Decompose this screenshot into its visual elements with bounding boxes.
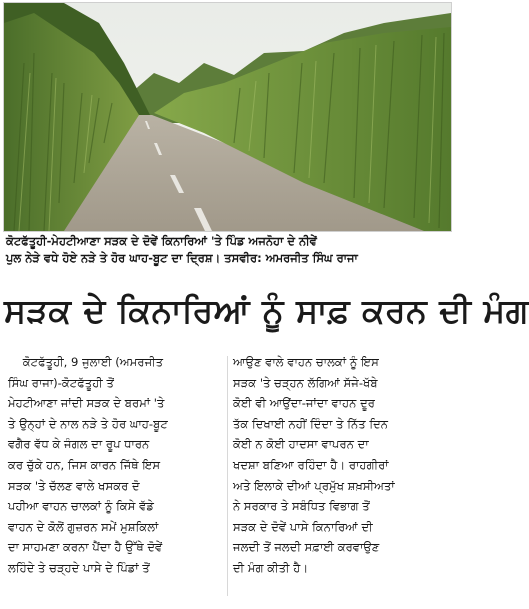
article-headline: ਸੜਕ ਦੇ ਕਿਨਾਰਿਆਂ ਨੂੰ ਸਾਫ਼ ਕਰਨ ਦੀ ਮੰਗ	[4, 291, 529, 330]
text-line: ਸੜਕ 'ਤੇ ਚੜ੍ਹਨ ਲੱਗਿਆਂ ਸੱਜੇ-ਖੱਬੇ	[233, 375, 378, 390]
photo-caption	[6, 233, 450, 267]
text-line: ਵਗੈਰ ਵੱਧ ਕੇ ਜੰਗਲ ਦਾ ਰੂਪ ਧਾਰਨ	[8, 437, 150, 452]
text-line: ਜਲਦੀ ਤੋਂ ਜਲਦੀ ਸਫ਼ਾਈ ਕਰਵਾਉਣ	[233, 540, 380, 555]
text-line: ਕਰ ਚੁੱਕੇ ਹਨ, ਜਿਸ ਕਾਰਨ ਜਿੱਥੇ ਇਸ	[8, 457, 161, 472]
news-photo	[3, 2, 452, 232]
text-line: ਨੇ ਸਰਕਾਰ ਤੇ ਸਬੰਧਿਤ ਵਿਭਾਗ ਤੋਂ	[233, 499, 370, 514]
text-line: ਅਤੇ ਇਲਾਕੇ ਦੀਆਂ ਪ੍ਰਮੁੱਖ ਸ਼ਖ਼ਸੀਅਤਾਂ	[233, 478, 395, 493]
text-line: ਦਾ ਸਾਹਮਣਾ ਕਰਨਾ ਪੈਂਦਾ ਹੈ ਉੱਥੇ ਦੋਵੇਂ	[8, 540, 163, 555]
text-line: ਤੇ ਉਨ੍ਹਾਂ ਦੇ ਨਾਲ ਨੜੇ ਤੇ ਹੋਰ ਘਾਹ-ਬੂਟ	[8, 416, 168, 431]
text-line: ਆਉਣ ਵਾਲੇ ਵਾਹਨ ਚਾਲਕਾਂ ਨੂੰ ਇਸ	[233, 355, 379, 369]
text-line: ਪਹੀਆ ਵਾਹਨ ਚਾਲਕਾਂ ਨੂੰ ਕਿਸੇ ਵੱਡੇ	[8, 499, 154, 514]
text-line: ਸੜਕ ਦੇ ਦੋਵੇਂ ਪਾਸੇ ਕਿਨਾਰਿਆਂ ਦੀ	[233, 519, 373, 534]
caption-line: ਕੋਟਫੱਤੂਹੀ-ਮੇਹਟੀਆਣਾ ਸੜਕ ਦੇ ਦੋਵੇਂ ਕਿਨਾਰਿਆਂ 'ਤੇ ਪਿੰਡ ਅਜਨੋਹਾ ਦੇ ਨੀਵੇਂ	[6, 234, 317, 248]
text-line: ਲਹਿੰਦੇ ਤੇ ਚੜ੍ਹਦੇ ਪਾਸੇ ਦੇ ਪਿੰਡਾਂ ਤੋਂ	[8, 560, 150, 575]
text-line: ਤੱਕ ਦਿਖਾਈ ਨਹੀਂ ਦਿੰਦਾ ਤੇ ਨਿੱਤ ਦਿਨ	[233, 416, 389, 431]
text-line: ਕੋਈ ਨ ਕੋਈ ਹਾਦਸਾ ਵਾਪਰਨ ਦਾ	[233, 437, 369, 452]
text-line: ਸਿੰਘ ਰਾਜਾ)-ਕੋਟਫੱਤੂਹੀ ਤੋਂ	[8, 375, 114, 390]
text-line: ਵਾਹਨ ਦੇ ਕੋਲੋਂ ਗੁਜ਼ਰਨ ਸਮੇਂ ਮੁਸ਼ਕਿਲਾਂ	[8, 519, 159, 534]
column-divider	[227, 356, 228, 596]
text-line: ਕੋਟਫੱਤੂਹੀ, 9 ਜੁਲਾਈ (ਅਮਰਜੀਤ	[8, 355, 164, 369]
text-line: ਖਦਸ਼ਾ ਬਣਿਆ ਰਹਿੰਦਾ ਹੈ। ਰਾਹਗੀਰਾਂ	[233, 457, 389, 472]
article-column-right	[233, 352, 447, 579]
text-line: ਦੀ ਮੰਗ ਕੀਤੀ ਹੈ।	[233, 560, 309, 575]
text-line: ਸੜਕ 'ਤੇ ਚੱਲਣ ਵਾਲੇ ਖਸਕਰ ਦੋ	[8, 478, 140, 493]
caption-line: ਪੁਲ ਨੇੜੇ ਵਧੇ ਹੋਏ ਨੜੇ ਤੇ ਹੋਰ ਘਾਹ-ਬੂਟ ਦਾ ਦ੍ਰਿਸ਼। ਤਸਵੀਰ: ਅਮਰਜੀਤ ਸਿੰਘ ਰਾਜਾ	[6, 251, 358, 265]
text-line: ਕੋਈ ਵੀ ਆਉਂਦਾ-ਜਾਂਦਾ ਵਾਹਨ ਦੂਰ	[233, 396, 375, 411]
text-line: ਮੇਹਟੀਆਣਾ ਜਾਂਦੀ ਸੜਕ ਦੇ ਬਰਮਾਂ 'ਤੇ	[8, 396, 165, 411]
article-column-left	[8, 352, 222, 579]
roadside-vegetation-photo	[4, 3, 451, 231]
